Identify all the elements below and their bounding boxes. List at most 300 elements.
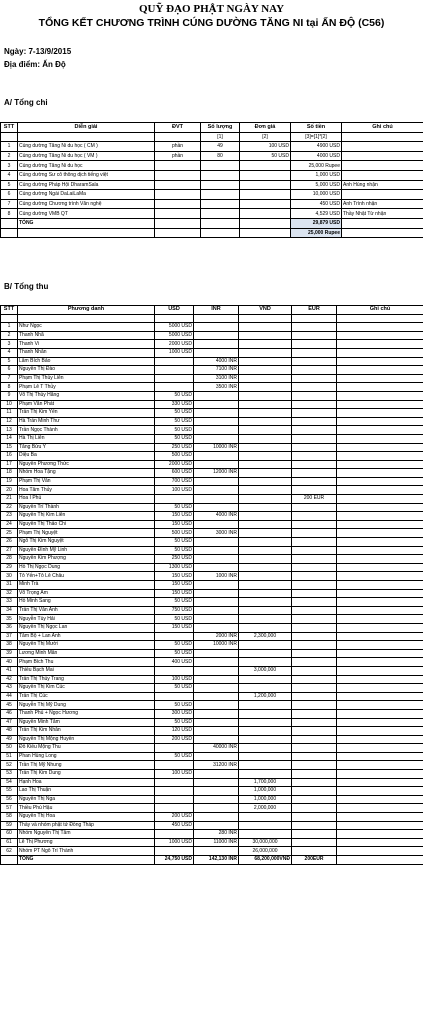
amount-usd: 600 USD (155, 469, 194, 478)
donor-name: Nguyễn Thị Hoa (18, 813, 155, 822)
amount-vnd (239, 581, 292, 590)
donor-name: Trần Ngọc Thành (18, 426, 155, 435)
donor-name: Thanh Phú + Ngọc Hương (18, 709, 155, 718)
amount-usd: 150 USD (155, 589, 194, 598)
amount-inr (194, 649, 239, 658)
expense-unit-price (240, 161, 291, 171)
income-row (1, 443, 423, 452)
note-cell (337, 804, 423, 813)
amount-usd: 1000 USD (155, 348, 194, 357)
row-number: 33 (1, 598, 18, 607)
amount-usd: 200 USD (155, 813, 194, 822)
note-cell (337, 348, 423, 357)
amount-eur (292, 615, 337, 624)
amount-inr (194, 331, 239, 340)
income-row (1, 391, 423, 400)
empty-cell (18, 314, 155, 323)
income-row (1, 477, 423, 486)
amount-vnd (239, 770, 292, 779)
income-row (1, 598, 423, 607)
total-usd: 24,750 USD (155, 856, 194, 865)
amount-eur (292, 658, 337, 667)
amount-vnd (239, 495, 292, 504)
amount-eur (292, 778, 337, 787)
row-number: 48 (1, 727, 18, 736)
expense-unit-price (240, 209, 291, 219)
note-cell (337, 563, 423, 572)
column-header: Ghi chú (337, 306, 423, 315)
amount-inr (194, 752, 239, 761)
amount-eur (292, 555, 337, 564)
income-row (1, 426, 423, 435)
expense-unit (155, 180, 201, 190)
amount-usd (155, 787, 194, 796)
amount-inr: 10000 INR (194, 443, 239, 452)
amount-inr: 3000 INR (194, 529, 239, 538)
amount-usd (155, 632, 194, 641)
donor-name: Như Ngọc (18, 323, 155, 332)
income-row (1, 383, 423, 392)
income-row (1, 666, 423, 675)
subheader-cell: [3]=[1]*[2] (291, 132, 342, 142)
row-number: 55 (1, 787, 18, 796)
amount-eur (292, 572, 337, 581)
amount-usd: 50 USD (155, 538, 194, 547)
report-title: TỔNG KẾT CHƯƠNG TRÌNH CÚNG DƯỜNG TĂNG NI tại ẤN ĐỘ (C56) (38, 17, 385, 29)
amount-eur: 200 EUR (292, 495, 337, 504)
amount-vnd (239, 761, 292, 770)
note-cell (337, 795, 423, 804)
donor-name: Nhóm Hoa Tặng (18, 469, 155, 478)
column-header: ĐVT (155, 123, 201, 133)
income-row (1, 761, 423, 770)
amount-vnd: 2,000,000 (239, 804, 292, 813)
amount-inr (194, 795, 239, 804)
note-cell (337, 727, 423, 736)
total-label: TỔNG (18, 856, 155, 865)
column-header: Diễn giải (18, 123, 155, 133)
empty-cell (342, 218, 423, 228)
amount-vnd: 30,000,000 (239, 838, 292, 847)
donor-name: Lê Thị Phương (18, 838, 155, 847)
income-row (1, 495, 423, 504)
amount-vnd (239, 555, 292, 564)
note-cell (337, 675, 423, 684)
row-number: 1 (1, 142, 18, 152)
note-cell (337, 718, 423, 727)
donor-name: Minh Trà (18, 581, 155, 590)
amount-usd: 50 USD (155, 426, 194, 435)
expenses-table (0, 122, 423, 238)
amount-eur (292, 847, 337, 856)
income-blank-row (1, 314, 423, 323)
amount-vnd (239, 512, 292, 521)
row-number: 54 (1, 778, 18, 787)
amount-eur (292, 623, 337, 632)
income-row (1, 727, 423, 736)
income-row (1, 813, 423, 822)
row-number: 58 (1, 813, 18, 822)
income-row (1, 632, 423, 641)
income-row (1, 452, 423, 461)
row-number: 4 (1, 348, 18, 357)
amount-inr (194, 546, 239, 555)
row-number: 3 (1, 161, 18, 171)
donor-name: Thanh Nhã (18, 331, 155, 340)
empty-cell (239, 314, 292, 323)
note-cell (337, 658, 423, 667)
column-header: EUR (292, 306, 337, 315)
amount-vnd (239, 469, 292, 478)
amount-vnd (239, 821, 292, 830)
donor-name: Lao Thị Thuận (18, 787, 155, 796)
amount-vnd (239, 649, 292, 658)
amount-inr (194, 417, 239, 426)
row-number: 42 (1, 675, 18, 684)
expenses-total-row (1, 218, 423, 228)
amount-vnd (239, 417, 292, 426)
row-number: 31 (1, 581, 18, 590)
donor-name: Lương Minh Mẫn (18, 649, 155, 658)
empty-cell (1, 314, 18, 323)
donor-name: Hồ Minh Sang (18, 598, 155, 607)
amount-usd (155, 366, 194, 375)
amount-usd: 700 USD (155, 477, 194, 486)
amount-inr (194, 391, 239, 400)
income-header-row (1, 306, 423, 315)
empty-cell (240, 228, 291, 238)
amount-vnd (239, 735, 292, 744)
income-row (1, 581, 423, 590)
note-cell (337, 486, 423, 495)
donor-name: Thầy và nhóm phật tử Đồng Tháp (18, 821, 155, 830)
income-row (1, 555, 423, 564)
expense-unit: phần (155, 151, 201, 161)
expense-description: Cúng dường Pháp Hội DharamSala (18, 180, 155, 190)
note-cell (337, 495, 423, 504)
donor-name: Võ Trọng Am (18, 589, 155, 598)
donor-name: Phạm Văn Phát (18, 400, 155, 409)
income-total-row (1, 856, 423, 865)
expense-amount: 25,000 Rupee (291, 161, 342, 171)
empty-cell (155, 218, 201, 228)
expense-description: Cúng dường VMB QT (18, 209, 155, 219)
row-number: 62 (1, 847, 18, 856)
subheader-cell (155, 132, 201, 142)
amount-inr (194, 323, 239, 332)
income-row (1, 538, 423, 547)
amount-vnd (239, 409, 292, 418)
amount-usd: 150 USD (155, 572, 194, 581)
amount-eur (292, 813, 337, 822)
expense-unit-price: 50 USD (240, 151, 291, 161)
amount-usd: 150 USD (155, 520, 194, 529)
expense-unit (155, 209, 201, 219)
expense-note (342, 151, 423, 161)
amount-inr: 4000 INR (194, 357, 239, 366)
row-number: 6 (1, 190, 18, 200)
note-cell (337, 598, 423, 607)
amount-inr (194, 400, 239, 409)
amount-usd (155, 666, 194, 675)
note-cell (337, 366, 423, 375)
amount-vnd (239, 623, 292, 632)
amount-vnd (239, 641, 292, 650)
income-row (1, 486, 423, 495)
donor-name: Hà Trần Minh Thư (18, 417, 155, 426)
amount-eur (292, 331, 337, 340)
empty-cell (337, 314, 423, 323)
amount-usd: 50 USD (155, 409, 194, 418)
donor-name: Thiều Bạch Mai (18, 666, 155, 675)
subheader-cell (18, 132, 155, 142)
expenses-subheader-row (1, 132, 423, 142)
donor-name: Trần Thị Vân Anh (18, 606, 155, 615)
note-cell (337, 581, 423, 590)
amount-inr (194, 718, 239, 727)
note-cell (337, 589, 423, 598)
amount-inr (194, 581, 239, 590)
income-row (1, 512, 423, 521)
amount-vnd (239, 452, 292, 461)
amount-eur (292, 838, 337, 847)
amount-usd: 50 USD (155, 503, 194, 512)
donor-name: Phạm Thị Vân (18, 477, 155, 486)
amount-eur (292, 830, 337, 839)
donor-name: Nguyễn Thị Thảo Chi (18, 520, 155, 529)
donor-name: Trần Thị Kim Yến (18, 409, 155, 418)
empty-cell (240, 218, 291, 228)
row-number: 6 (1, 366, 18, 375)
amount-vnd (239, 572, 292, 581)
expense-row (1, 142, 423, 152)
row-number: 60 (1, 830, 18, 839)
amount-inr (194, 821, 239, 830)
income-row (1, 623, 423, 632)
subheader-cell: [2] (240, 132, 291, 142)
income-row (1, 572, 423, 581)
amount-vnd (239, 598, 292, 607)
income-row (1, 366, 423, 375)
amount-vnd: 1,000,000 (239, 795, 292, 804)
amount-vnd (239, 391, 292, 400)
amount-vnd (239, 426, 292, 435)
row-number: 19 (1, 477, 18, 486)
amount-usd: 5000 USD (155, 331, 194, 340)
row-number: 57 (1, 804, 18, 813)
amount-inr (194, 477, 239, 486)
income-table (0, 305, 423, 865)
amount-usd (155, 357, 194, 366)
income-row (1, 718, 423, 727)
income-row (1, 348, 423, 357)
amount-usd (155, 761, 194, 770)
amount-inr (194, 666, 239, 675)
amount-inr (194, 847, 239, 856)
row-number: 51 (1, 752, 18, 761)
amount-eur (292, 391, 337, 400)
empty-cell (1, 218, 18, 228)
amount-inr (194, 658, 239, 667)
amount-eur (292, 821, 337, 830)
amount-eur (292, 744, 337, 753)
note-cell (337, 735, 423, 744)
amount-vnd (239, 357, 292, 366)
amount-usd (155, 383, 194, 392)
amount-vnd (239, 546, 292, 555)
expense-unit-price (240, 190, 291, 200)
amount-inr (194, 804, 239, 813)
amount-eur (292, 443, 337, 452)
amount-usd: 100 USD (155, 486, 194, 495)
amount-eur (292, 795, 337, 804)
donor-name: Nguyễn Thị Ngọc Lan (18, 623, 155, 632)
amount-usd: 400 USD (155, 658, 194, 667)
expense-unit-price (240, 199, 291, 209)
column-header: Ghi chú (342, 123, 423, 133)
amount-eur (292, 675, 337, 684)
amount-eur (292, 589, 337, 598)
donor-name: Phạm Thị Thùy Liên (18, 374, 155, 383)
note-cell (337, 323, 423, 332)
report-date: Ngày: 7-13/9/2015 (4, 47, 72, 56)
amount-vnd (239, 443, 292, 452)
amount-eur (292, 641, 337, 650)
expense-quantity (201, 199, 240, 209)
expense-row (1, 151, 423, 161)
expense-description: Cúng dường Tăng Ni du học (18, 161, 155, 171)
income-row (1, 400, 423, 409)
amount-inr (194, 615, 239, 624)
amount-inr (194, 409, 239, 418)
amount-inr (194, 813, 239, 822)
amount-vnd (239, 460, 292, 469)
income-row (1, 546, 423, 555)
row-number: 30 (1, 572, 18, 581)
amount-inr: 12000 INR (194, 469, 239, 478)
amount-eur (292, 666, 337, 675)
amount-inr: 3500 INR (194, 383, 239, 392)
expenses-header-row (1, 123, 423, 133)
row-number: 41 (1, 666, 18, 675)
note-cell (337, 400, 423, 409)
note-cell (337, 701, 423, 710)
expense-row (1, 209, 423, 219)
expense-description: Cúng dường Tăng Ni du học ( CM ) (18, 142, 155, 152)
amount-vnd (239, 684, 292, 693)
empty-cell (155, 228, 201, 238)
income-row (1, 770, 423, 779)
amount-usd: 300 USD (155, 709, 194, 718)
row-number: 1 (1, 323, 18, 332)
amount-eur (292, 761, 337, 770)
amount-inr (194, 520, 239, 529)
note-cell (337, 615, 423, 624)
amount-vnd (239, 615, 292, 624)
note-cell (337, 666, 423, 675)
amount-usd: 250 USD (155, 443, 194, 452)
note-cell (337, 357, 423, 366)
note-cell (337, 709, 423, 718)
amount-eur (292, 804, 337, 813)
column-header: VND (239, 306, 292, 315)
empty-cell (194, 314, 239, 323)
donor-name: Phạm Thị Nguyệt (18, 529, 155, 538)
donor-name: Tô Yến+Tô Lê Châu (18, 572, 155, 581)
amount-vnd: 2,300,000 (239, 632, 292, 641)
amount-inr (194, 735, 239, 744)
amount-usd: 150 USD (155, 623, 194, 632)
amount-inr (194, 709, 239, 718)
income-row (1, 323, 423, 332)
donor-name: Diệu Ba (18, 452, 155, 461)
note-cell (337, 744, 423, 753)
amount-eur (292, 606, 337, 615)
amount-usd (155, 778, 194, 787)
row-number: 43 (1, 684, 18, 693)
amount-usd: 50 USD (155, 649, 194, 658)
amount-usd: 1000 USD (155, 838, 194, 847)
amount-eur (292, 598, 337, 607)
amount-vnd (239, 383, 292, 392)
row-number: 36 (1, 623, 18, 632)
income-row (1, 675, 423, 684)
note-cell (337, 469, 423, 478)
row-number: 37 (1, 632, 18, 641)
expense-note (342, 170, 423, 180)
amount-eur (292, 503, 337, 512)
amount-vnd (239, 606, 292, 615)
amount-vnd (239, 658, 292, 667)
amount-eur (292, 709, 337, 718)
income-row (1, 735, 423, 744)
donor-name: Nguyễn Tùy Hải (18, 615, 155, 624)
note-cell (337, 761, 423, 770)
expenses-total-rupee-row (1, 228, 423, 238)
column-header: Phương danh (18, 306, 155, 315)
amount-inr (194, 348, 239, 357)
income-row (1, 331, 423, 340)
note-cell (337, 426, 423, 435)
donor-name: Đỗ Kiều Mộng Thu (18, 744, 155, 753)
expense-unit-price (240, 180, 291, 190)
amount-vnd (239, 434, 292, 443)
total-vnd: 68,200,000VNĐ (239, 856, 292, 865)
amount-vnd (239, 830, 292, 839)
empty-cell (292, 314, 337, 323)
row-number: 8 (1, 209, 18, 219)
empty-cell (337, 856, 423, 865)
note-cell (337, 503, 423, 512)
donor-name: Lâm Bích Bảo (18, 357, 155, 366)
note-cell (337, 555, 423, 564)
note-cell (337, 391, 423, 400)
donor-name: Trần Thị Kim Nhân (18, 727, 155, 736)
row-number: 20 (1, 486, 18, 495)
expense-row (1, 170, 423, 180)
amount-eur (292, 770, 337, 779)
income-row (1, 615, 423, 624)
row-number: 40 (1, 658, 18, 667)
amount-usd: 2000 USD (155, 460, 194, 469)
row-number: 25 (1, 529, 18, 538)
expense-amount: 4900 USD (291, 142, 342, 152)
amount-eur (292, 787, 337, 796)
income-row (1, 804, 423, 813)
amount-inr (194, 426, 239, 435)
amount-inr (194, 589, 239, 598)
amount-vnd (239, 675, 292, 684)
